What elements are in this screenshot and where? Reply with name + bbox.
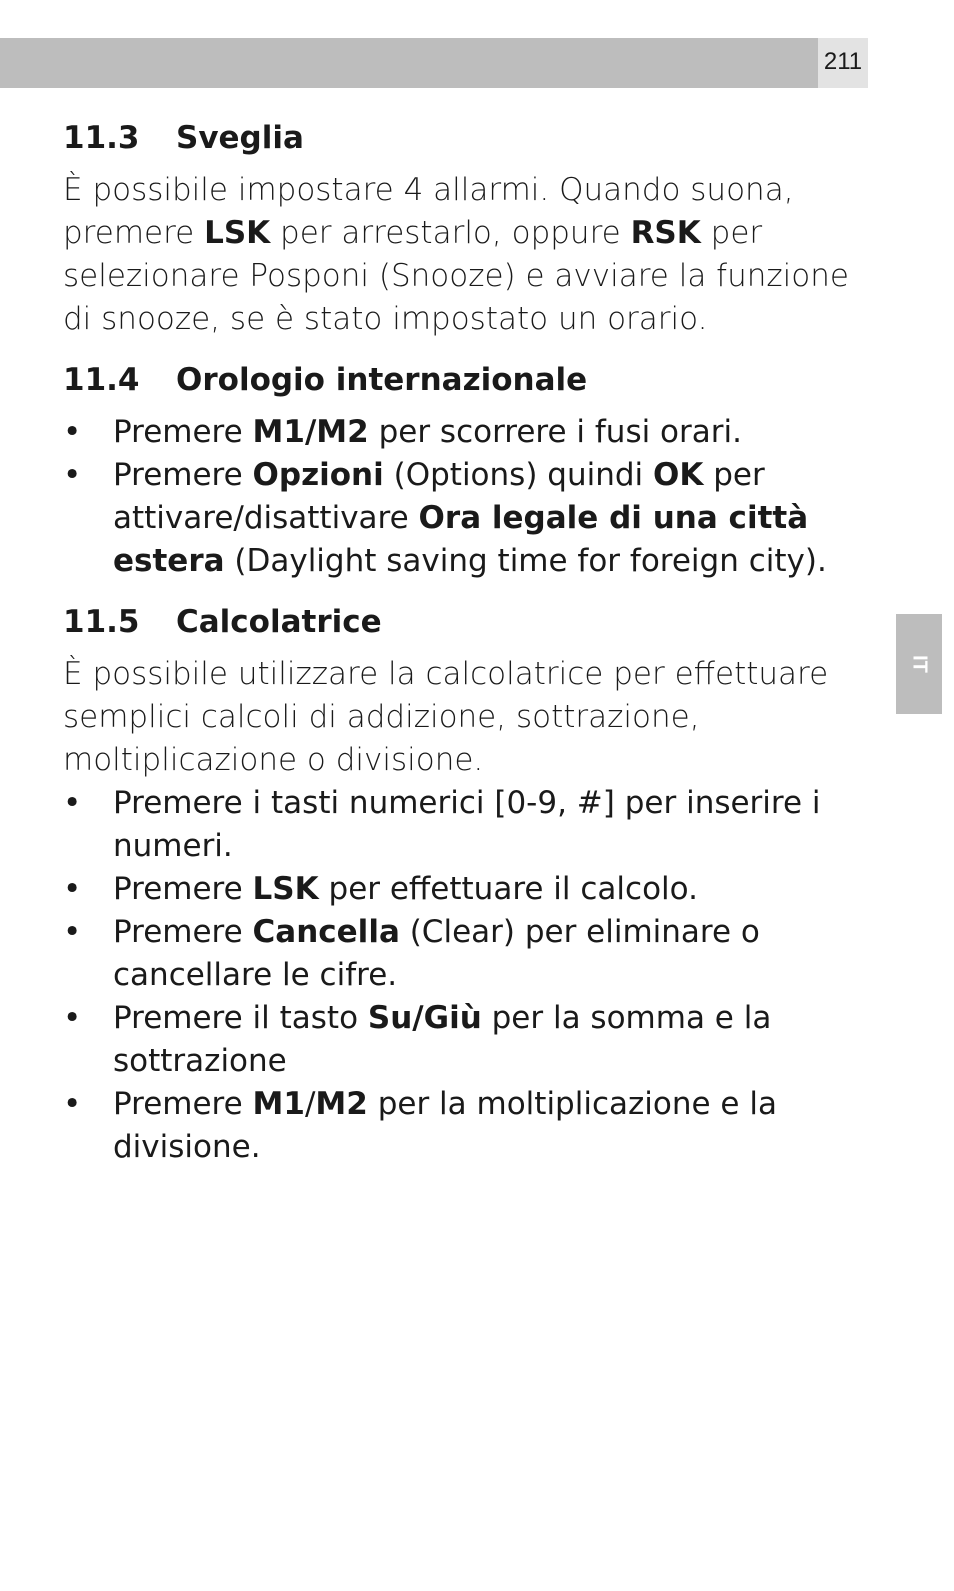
- list-item: • Premere Opzioni (Options) quindi OK per attivare/disattivare Ora legale di una città estera (Daylight saving time for foreign city).: [63, 454, 858, 583]
- bullet-icon: •: [63, 1000, 82, 1036]
- language-tab-label: IT: [908, 655, 931, 673]
- header-band: [0, 38, 818, 88]
- bullet-icon: •: [63, 414, 82, 450]
- bullet-icon: •: [63, 457, 82, 493]
- section-number: 11.4: [63, 362, 140, 398]
- section-paragraph: È possibile impostare 4 allarmi. Quando suona, premere LSK per arrestarlo, oppure RSK per selezionare Posponi (Snooze) e avviare la funzione di snooze, se è stato impostato un orario.: [63, 172, 849, 337]
- bullet-list: [63, 411, 858, 583]
- section-title: Orologio internazionale: [176, 362, 588, 398]
- bullet-icon: •: [63, 871, 82, 907]
- section-sveglia: [63, 117, 858, 341]
- section-title: Calcolatrice: [176, 604, 382, 640]
- language-tab: [896, 614, 942, 714]
- section-heading: [63, 359, 858, 401]
- section-heading: [63, 601, 858, 643]
- page-content: [63, 117, 858, 1187]
- list-item: • Premere LSK per effettuare il calcolo.: [63, 868, 858, 911]
- list-item: • Premere i tasti numerici [0-9, #] per inserire i numeri.: [63, 782, 858, 868]
- bullet-icon: •: [63, 914, 82, 950]
- page-number-box: [818, 38, 868, 88]
- section-number: 11.3: [63, 120, 140, 156]
- section-calcolatrice: [63, 601, 858, 1169]
- list-item: • Premere M1/M2 per la moltiplicazione e la divisione.: [63, 1083, 858, 1169]
- bullet-icon: •: [63, 1086, 82, 1122]
- section-orologio-internazionale: [63, 359, 858, 583]
- section-paragraph: È possibile utilizzare la calcolatrice per effettuare semplici calcoli di addizione, sottrazione, moltiplicazione o divisione.: [63, 656, 829, 778]
- list-item: • Premere Cancella (Clear) per eliminare o cancellare le cifre.: [63, 911, 858, 997]
- bullet-icon: •: [63, 785, 82, 821]
- section-number: 11.5: [63, 604, 140, 640]
- list-item: • Premere M1/M2 per scorrere i fusi orari.: [63, 411, 858, 454]
- list-item: • Premere il tasto Su/Giù per la somma e la sottrazione: [63, 997, 858, 1083]
- section-heading: [63, 117, 858, 159]
- bullet-list: [63, 782, 858, 1169]
- section-title: Sveglia: [176, 120, 304, 156]
- page-number: 211: [823, 48, 863, 75]
